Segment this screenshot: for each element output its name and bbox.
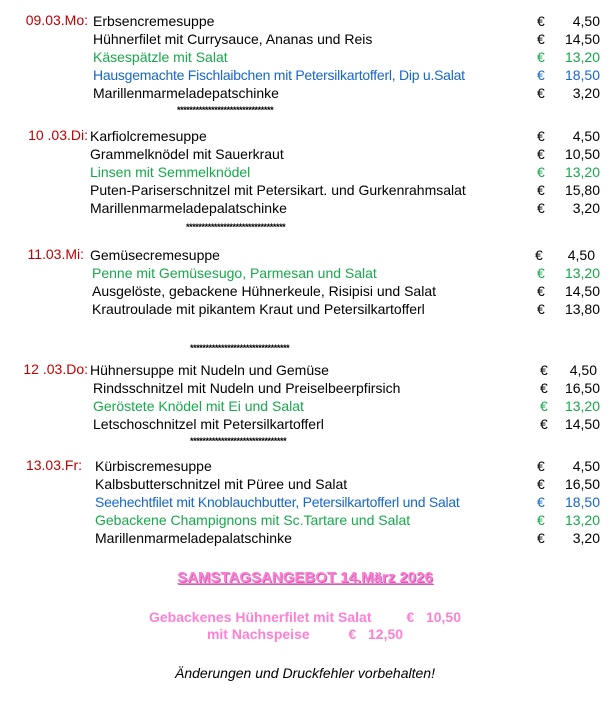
- day-label: 12 .03.Do:: [23, 361, 88, 377]
- dish-price: 16,50: [564, 380, 600, 396]
- dish-name: Ausgelöste, gebackene Hühnerkeule, Risipisi und Salat: [92, 283, 436, 299]
- euro-sign: €: [537, 146, 545, 162]
- euro-sign: €: [537, 67, 545, 83]
- menu-row: [0, 12, 610, 30]
- dish-price: 14,50: [564, 416, 600, 432]
- euro-sign: €: [537, 49, 545, 65]
- dish-name: Rindsschnitzel mit Nudeln und Preiselbeerpfirsich: [93, 380, 401, 396]
- euro-sign: €: [537, 494, 545, 510]
- dish-name: Hühnersuppe mit Nudeln und Gemüse: [90, 362, 329, 378]
- euro-sign: €: [537, 85, 545, 101]
- dish-price: 3,20: [572, 85, 600, 101]
- euro-sign: €: [537, 128, 545, 144]
- dish-name: Hühnerfilet mit Currysauce, Ananas und Reis: [93, 31, 373, 47]
- dish-price: 14,50: [564, 31, 600, 47]
- euro-sign: €: [537, 476, 545, 492]
- euro-sign: €: [537, 200, 545, 216]
- euro-sign: €: [537, 283, 545, 299]
- dish-name: Penne mit Gemüsesugo, Parmesan und Salat: [92, 265, 377, 281]
- dish-price: 13,20: [564, 164, 600, 180]
- saturday-offer-dessert-line: mit Nachspeise € 12,50: [206, 626, 404, 642]
- menu-row: [0, 163, 610, 181]
- euro-sign: €: [537, 265, 545, 281]
- euro-sign: €: [537, 13, 545, 29]
- dish-price: 10,50: [564, 146, 600, 162]
- menu-row: [0, 84, 610, 102]
- menu-row: [0, 282, 610, 300]
- dish-name: Käsespätzle mit Salat: [93, 49, 228, 65]
- euro-sign: €: [537, 530, 545, 546]
- dish-price: 4,50: [569, 362, 597, 378]
- euro-sign: €: [540, 416, 548, 432]
- euro-sign: €: [537, 458, 545, 474]
- dish-price: 4,50: [572, 458, 600, 474]
- separator: ********************************: [190, 343, 290, 353]
- euro-sign: €: [535, 247, 543, 263]
- menu-row: [0, 264, 610, 282]
- menu-row: [0, 145, 610, 163]
- dish-price: 13,20: [564, 265, 600, 281]
- separator: *******************************: [190, 436, 287, 446]
- menu-row: [0, 30, 610, 48]
- dish-price: 18,50: [564, 494, 600, 510]
- dish-name: Hausgemachte Fischlaibchen mit Petersilkartofferl, Dip u.Salat: [93, 67, 465, 83]
- menu-row: [0, 415, 610, 433]
- dish-name: Letschoschnitzel mit Petersilkartofferl: [93, 416, 324, 432]
- dish-name: Erbsencremesuppe: [93, 13, 215, 29]
- menu-row: [0, 246, 610, 264]
- disclaimer-footer: Änderungen und Druckfehler vorbehalten!: [175, 665, 435, 681]
- dish-price: 16,50: [564, 476, 600, 492]
- dish-name: Karfiolcremesuppe: [90, 128, 207, 144]
- menu-row: [0, 529, 610, 547]
- euro-sign: €: [537, 164, 545, 180]
- dish-price: 13,80: [564, 301, 600, 317]
- menu-row: [0, 475, 610, 493]
- dish-name: Kalbsbutterschnitzel mit Püree und Salat: [95, 476, 348, 492]
- separator: *******************************: [177, 105, 274, 115]
- menu-row: [0, 181, 610, 199]
- dish-name: Marillenmarmeladepatschinke: [93, 85, 279, 101]
- euro-sign: €: [537, 301, 545, 317]
- menu-row: [0, 300, 610, 318]
- dish-price: 3,20: [572, 200, 600, 216]
- day-label: 10 .03.Di:: [28, 127, 88, 143]
- dish-name: Krautroulade mit pikantem Kraut und Petersilkartofferl: [92, 301, 425, 317]
- dish-price: 4,50: [572, 128, 600, 144]
- euro-sign: €: [540, 362, 548, 378]
- menu-row: [0, 127, 610, 145]
- dish-price: 4,50: [567, 247, 595, 263]
- day-label: 13.03.Fr:: [25, 457, 82, 473]
- euro-sign: €: [537, 31, 545, 47]
- menu-row: [0, 511, 610, 529]
- dish-name: Marillenmarmeladepalatschinke: [90, 200, 287, 216]
- dish-name: Gebackene Champignons mit Sc.Tartare und Salat: [95, 512, 411, 528]
- dish-name: Seehechtfilet mit Knoblauchbutter, Petersilkartofferl und Salat: [95, 494, 460, 510]
- menu-row: [0, 361, 610, 379]
- dish-price: 13,20: [564, 512, 600, 528]
- menu-row: [0, 199, 610, 217]
- separator: ********************************: [186, 222, 286, 232]
- menu-row: [0, 493, 610, 511]
- dish-name: Grammelknödel mit Sauerkraut: [90, 146, 284, 162]
- dish-price: 14,50: [564, 283, 600, 299]
- dish-name: Gemüsecremesuppe: [90, 247, 220, 263]
- menu-row: [0, 66, 610, 84]
- menu-row: [0, 397, 610, 415]
- dish-name: Puten-Pariserschnitzel mit Petersikart. und Gurkenrahmsalat: [90, 182, 466, 198]
- menu-row: [0, 379, 610, 397]
- saturday-offer-line: Gebackenes Hühnerfilet mit Salat € 10,50: [148, 609, 461, 625]
- euro-sign: €: [537, 512, 545, 528]
- dish-price: 3,20: [572, 530, 600, 546]
- dish-name: Marillenmarmeladepalatschinke: [95, 530, 292, 546]
- menu-row: [0, 457, 610, 475]
- dish-price: 13,20: [564, 398, 600, 414]
- euro-sign: €: [537, 182, 545, 198]
- dish-price: 4,50: [572, 13, 600, 29]
- day-label: 09.03.Mo:: [25, 12, 88, 28]
- menu-row: [0, 48, 610, 66]
- dish-price: 15,80: [564, 182, 600, 198]
- euro-sign: €: [540, 380, 548, 396]
- dish-name: Linsen mit Semmelknödel: [90, 164, 251, 180]
- saturday-offer-title: SAMSTAGSANGEBOT 14.März 2026: [177, 569, 433, 586]
- dish-price: 18,50: [564, 67, 600, 83]
- euro-sign: €: [540, 398, 548, 414]
- dish-name: Geröstete Knödel mit Ei und Salat: [93, 398, 304, 414]
- day-label: 11.03.Mi:: [27, 246, 84, 262]
- dish-name: Kürbiscremesuppe: [95, 458, 212, 474]
- dish-price: 13,20: [564, 49, 600, 65]
